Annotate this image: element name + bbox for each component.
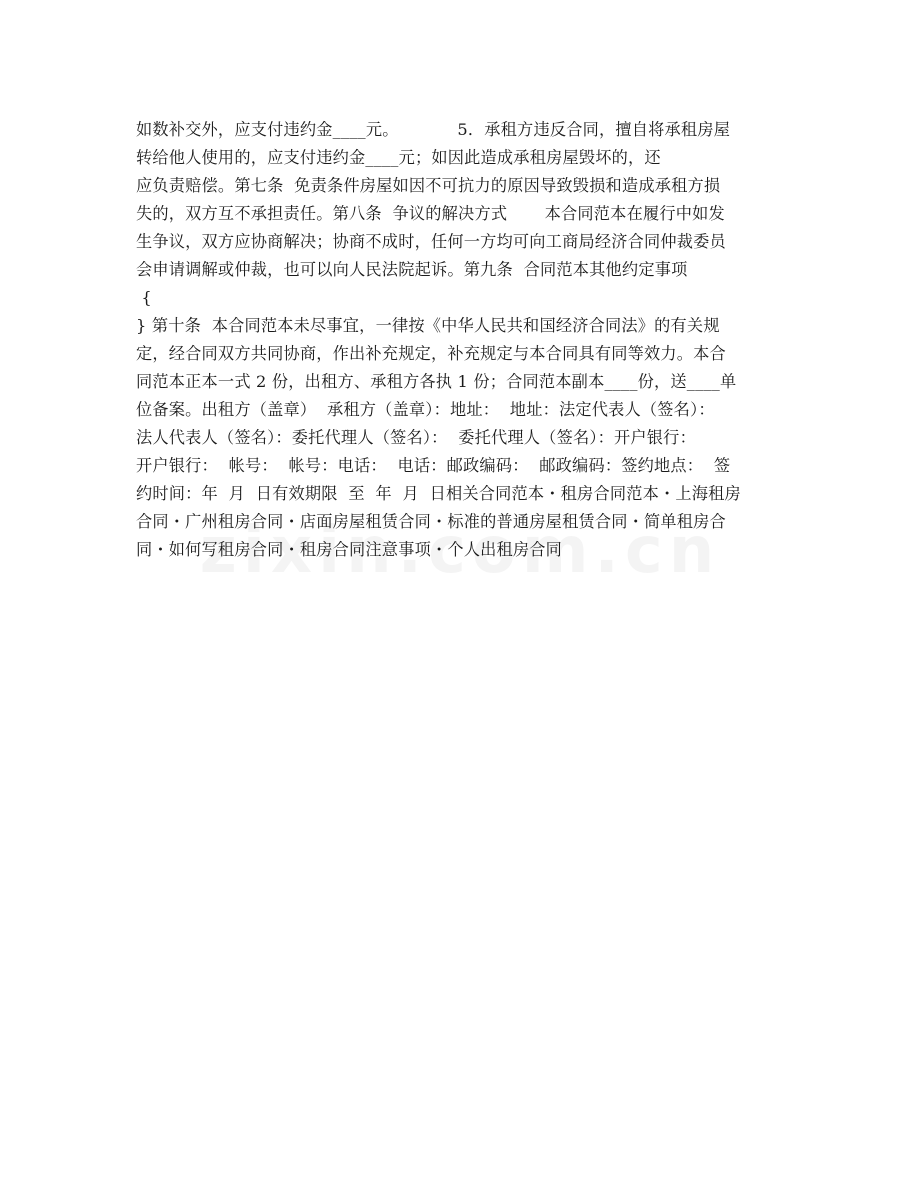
text-line: 同・如何写租房合同・租房合同注意事项・个人出租房合同	[136, 540, 563, 559]
text-line: 位备案。出租方（盖章） 承租方（盖章）：地址： 地址：法定代表人（签名）：	[136, 400, 715, 419]
text-line: 生争议，双方应协商解决；协商不成时，任何一方均可向工商局经济合同仲裁委员	[136, 232, 726, 251]
text-line: 会申请调解或仲裁，也可以向人民法院起诉。第九条 合同范本其他约定事项	[136, 260, 688, 279]
text-line: 失的，双方互不承担责任。第八条 争议的解决方式 本合同范本在履行中如发	[136, 204, 725, 223]
text-line: 合同・广州租房合同・店面房屋租赁合同・标准的普通房屋租赁合同・简单租房合	[136, 512, 726, 531]
text-line: 应负责赔偿。第七条 免责条件房屋如因不可抗力的原因导致毁损和造成承租方损	[136, 176, 721, 195]
text-line: 如数补交外，应支付违约金____元。 5．承租方违反合同，擅自将承租房屋	[136, 120, 731, 139]
text-line: 约时间：年 月 日有效期限 至 年 月 日相关合同范本・租房合同范本・上海租房	[136, 484, 741, 503]
contract-text-body	[136, 116, 796, 564]
text-line: 法人代表人（签名）：委托代理人（签名）： 委托代理人（签名）：开户银行：	[136, 428, 696, 447]
text-line: {	[136, 288, 152, 307]
text-line: } 第十条 本合同范本未尽事宜，一律按《中华人民共和国经济合同法》的有关规	[136, 316, 720, 335]
text-line: 定，经合同双方共同协商，作出补充规定，补充规定与本合同具有同等效力。本合	[136, 344, 726, 363]
text-line: 转给他人使用的，应支付违约金____元；如因此造成承租房屋毁坏的，还	[136, 148, 661, 167]
text-line: 开户银行： 帐号： 帐号：电话： 电话：邮政编码： 邮政编码：签约地点： 签	[136, 456, 731, 475]
text-line: 同范本正本一式 2 份，出租方、承租方各执 1 份；合同范本副本____份，送____单	[136, 372, 737, 391]
